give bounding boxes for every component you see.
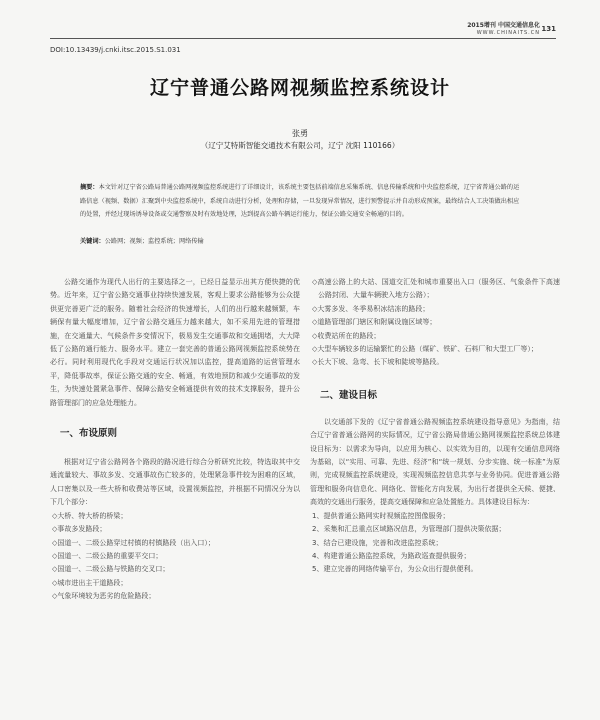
- section-heading-1: 一、布设原则: [60, 428, 118, 440]
- journal-website: WWW.CHINAITS.CN: [476, 30, 540, 36]
- goals-paragraph: 以交通部下发的《辽宁省普通公路视频监控系统建设指导意见》为指南，结合辽宁省普通公路网的实际情况，辽宁省公路局普通公路网视频监控系统总体建设目标为：以需求为导向，以应用为核心、以实效为目的，以现有交通信息网络为基础，以“实用、可靠、先进、经济”和“统一规划、分步实施、统一标准”为原则，完成视频监控系统建设，实现视频监控信息共享与业务协同。促进普通公路管理和服务向信息化、网络化、智能化方向发展，为出行者提供全天候、便捷、高效的交通出行服务，提高交通保障和应急处置能力。具体建设目标为：: [310, 417, 560, 507]
- goal-item: 2、采集和汇总重点区域路况信息，为管理部门提供决策依据；: [312, 525, 506, 534]
- section-heading-2: 二、建设目标: [320, 389, 378, 401]
- list-item: ◇事故多发路段；: [52, 525, 107, 534]
- intro-paragraph: 公路交通作为现代人出行的主要选择之一，已经日益显示出其方便快捷的优势。近年来，辽宁省公路交通事业持续快速发展，客观上要求公路能够为公众提供更完善更广泛的服务。随着社会经济的快速增长，人们的出行越来越频繁，车辆保有量大幅度增加，辽宁省公路交通压力越来越大，如不采用先进的管理措施，在交通量大、气候条件多变情况下，极易发生交通事故和交通拥堵，大大降低了公路的通行能力、服务水平。建立一套完善的普通公路网视频监控系统势在必行。同时利用现代化手段对交通运行状况加以监控，提高道路的运营管理水平，降低事故率，保证公路交通的安全、畅通，有效地预防和减少交通事故的发生，为快速处置紧急事件、保障公路安全畅通提供有效的技术支撑服务，提升公路管理部门的应急处理能力。: [50, 278, 300, 407]
- list-item: ◇气象环境较为恶劣的危险路段；: [52, 592, 156, 601]
- journal-header: 2015增刊 中国交通信息化: [467, 22, 540, 29]
- list-item: ◇国道一、二级公路穿过村镇的村镇路段（出入口）；: [52, 538, 215, 547]
- paper-title: 辽宁普通公路网视频监控系统设计: [149, 77, 450, 99]
- author: 张勇: [292, 129, 308, 138]
- abstract-text: 本文针对辽宁省公路局普通公路网视频监控系统进行了详细设计，该系统主要包括前端信息采集系统、信息传输系统和中央监控系统，辽宁省普通公路的运路信息（视频、数据）汇聚到中央监控系统中，系统自动进行分析，处理和存储，一旦发现异常情况，进行预警提示并自动形成预案，最终结合人工决策做出相应的处置，并经过现场诱导设备或交通警察及时有效地处理，达到提高公路车辆运行能力，保证公路交通安全畅通的目的。: [80, 184, 520, 218]
- list-item: ◇高速公路上的大站、国道交汇处和城市重要出入口（服务区、气象条件下高速公路封闭、大量车辆驶入地方公路）；: [312, 278, 560, 300]
- keywords: [80, 236, 520, 245]
- principles-paragraph: 根据对辽宁省公路网各个路段的路况进行综合分析研究比较，特选取其中交通流量较大、事故多发、交通事故伤亡较多的，处理紧急事件较为困难的区域，人口密集以及一些大桥和收费站等区域，设置视频监控，并根据不同情况分为以下几个部分：: [50, 458, 300, 507]
- page-number: 131: [541, 25, 556, 33]
- list-item: ◇大桥、特大桥的桥梁；: [52, 511, 128, 520]
- list-item: ◇大型车辆较多的运输繁忙的公路（煤矿、铁矿、石料厂和大型工厂等）；: [312, 345, 538, 354]
- list-item: ◇大雾多发、冬季易积冰结冻的路段；: [312, 304, 430, 313]
- list-item: ◇收费站所在的路段；: [312, 331, 381, 340]
- abstract-label: 摘要：: [80, 184, 99, 191]
- list-item: ◇长大下坡、急弯、长下坡和陡坡等路段。: [312, 358, 444, 367]
- abstract: [80, 181, 520, 222]
- header-rule: [50, 38, 556, 39]
- goal-item: 5、建立完善的网络传输平台，为公众出行提供便利。: [312, 565, 478, 574]
- list-item: ◇道路管理部门辖区和附属设施区域等；: [312, 318, 437, 327]
- affiliation: （辽宁艾特斯智能交通技术有限公司，辽宁 沈阳 110166）: [200, 141, 400, 150]
- goal-item: 3、结合已建设施，完善和改进监控系统；: [312, 538, 443, 547]
- list-item: ◇国道一、二级公路与铁路的交叉口；: [52, 565, 170, 574]
- keywords-label: 关键词：: [80, 238, 105, 245]
- goal-item: 4、构建普通公路监控系统，为路政巡查提供服务；: [312, 551, 471, 560]
- left-column: [50, 276, 300, 604]
- list-item: ◇国道一、二级公路的重要平交口；: [52, 551, 163, 560]
- right-column: [310, 276, 560, 577]
- list-item: ◇城市进出主干道路段；: [52, 578, 128, 587]
- keywords-text: 公路网；视频；监控系统；网络传输: [104, 238, 204, 245]
- doi: DOI:10.13439/j.cnki.itsc.2015.S1.031: [50, 46, 181, 54]
- goal-item: 1、提供普通公路网实时视频监控图像服务；: [312, 511, 450, 520]
